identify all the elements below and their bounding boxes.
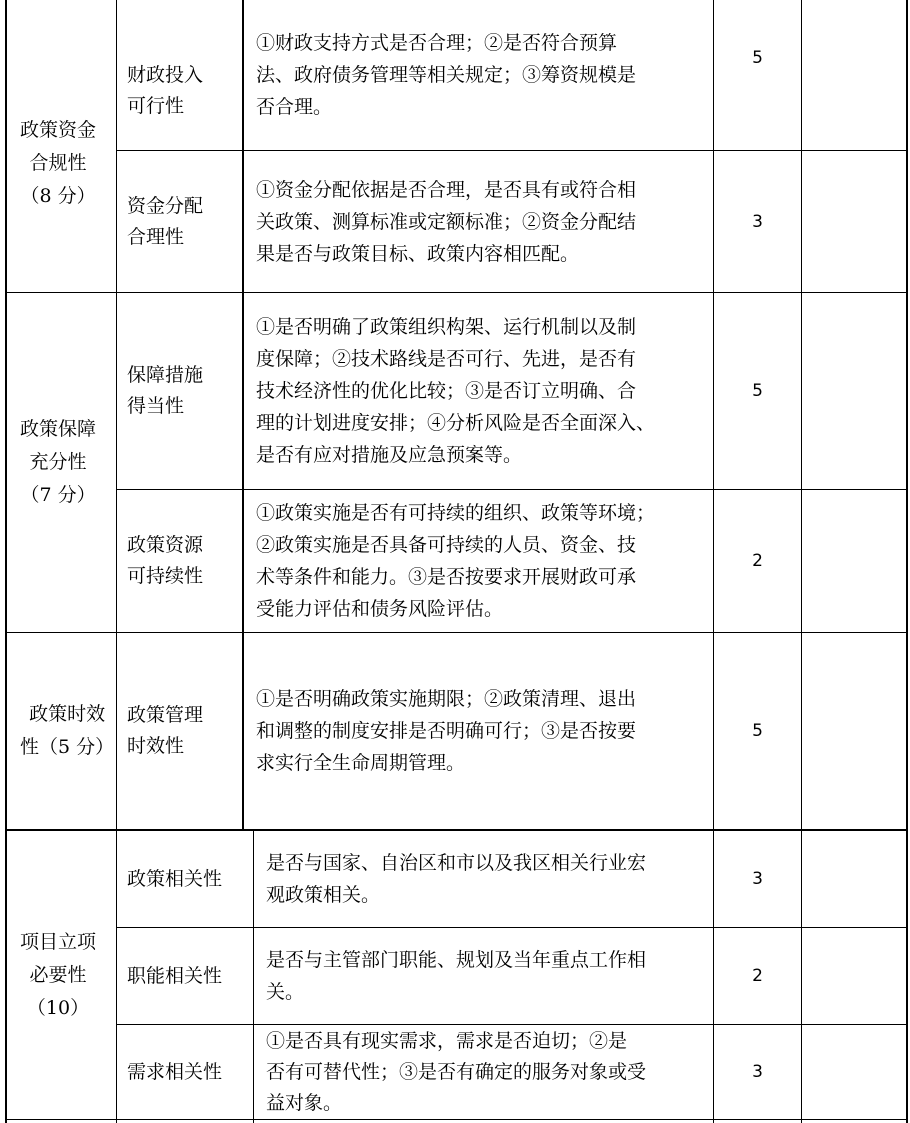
criteria-text: 是否与国家、自治区和市以及我区相关行业宏 观政策相关。 bbox=[266, 852, 647, 906]
sub-criterion-cell bbox=[117, 633, 242, 829]
sub-criterion-name: 政策相关性 bbox=[127, 867, 223, 890]
table-border-right bbox=[906, 0, 908, 1123]
category-line: （7 分） bbox=[20, 484, 96, 506]
score-cell bbox=[714, 151, 801, 292]
score-value: 5 bbox=[752, 721, 763, 741]
score-value: 2 bbox=[752, 551, 763, 571]
category-cell bbox=[6, 0, 116, 292]
category-line: 政策资金 bbox=[20, 118, 97, 141]
criteria-text: ①是否具有现实需求，需求是否迫切；②是 否有可替代性；③是否有确定的服务对象或受 益对象。 bbox=[266, 1029, 647, 1114]
criteria-cell bbox=[244, 293, 713, 489]
table-border-bottom bbox=[5, 1119, 908, 1120]
criteria-cell bbox=[244, 0, 713, 150]
sub-criterion-cell bbox=[117, 1025, 253, 1119]
score-cell bbox=[714, 1025, 801, 1119]
criteria-text: ①财政支持方式是否合理；②是否符合预算 法、政府债务管理等相关规定；③筹资规模是 否合理。 bbox=[256, 32, 637, 118]
criteria-text: ①是否明确政策实施期限；②政策清理、退出 和调整的制度安排是否明确可行；③是否按要 求实行全生命周期管理。 bbox=[256, 688, 637, 774]
col-divider-score-right bbox=[801, 0, 802, 1123]
criteria-text: 是否与主管部门职能、规划及当年重点工作相 关。 bbox=[266, 949, 647, 1003]
score-value: 3 bbox=[752, 869, 763, 889]
category-cell bbox=[6, 831, 116, 1119]
score-cell bbox=[714, 831, 801, 927]
criteria-cell bbox=[254, 1025, 713, 1119]
criteria-cell bbox=[244, 151, 713, 292]
sub-criterion-cell bbox=[117, 831, 253, 927]
category-line: （10） bbox=[26, 996, 90, 1019]
score-cell bbox=[714, 928, 801, 1024]
criteria-cell bbox=[254, 928, 713, 1024]
score-cell bbox=[714, 490, 801, 632]
category-line: 政策时效 bbox=[29, 703, 106, 725]
sub-criterion-name: 职能相关性 bbox=[127, 964, 223, 987]
score-value: 5 bbox=[752, 48, 763, 68]
criteria-cell bbox=[254, 831, 713, 927]
criteria-text: ①政策实施是否有可持续的组织、政策等环境； ②政策实施是否具备可持续的人员、资金、技 术等条件和能力。③是否按要求开展财政可承 受能力评估和债务风险评估。 bbox=[256, 502, 656, 620]
sub-criterion-cell bbox=[117, 928, 253, 1024]
sub-criterion-name: 需求相关性 bbox=[127, 1060, 223, 1083]
category-line: 必要性 bbox=[29, 963, 87, 986]
sub-criterion-name: 政策资源 可持续性 bbox=[127, 534, 204, 587]
criteria-cell bbox=[244, 633, 713, 829]
score-value: 3 bbox=[752, 1062, 763, 1082]
sub-criterion-name: 资金分配 合理性 bbox=[127, 194, 204, 248]
score-cell bbox=[714, 633, 801, 829]
sub-criterion-cell bbox=[117, 293, 242, 489]
score-cell bbox=[714, 293, 801, 489]
category-line: （8 分） bbox=[20, 184, 96, 207]
category-line: 充分性 bbox=[29, 451, 87, 473]
score-value: 3 bbox=[752, 211, 763, 232]
sub-criterion-cell bbox=[117, 490, 242, 632]
sub-criterion-cell bbox=[117, 0, 242, 150]
sub-criterion-name: 财政投入 可行性 bbox=[127, 64, 204, 117]
criteria-cell bbox=[244, 490, 713, 632]
category-cell bbox=[6, 633, 116, 829]
sub-criterion-name: 政策管理 时效性 bbox=[127, 704, 204, 757]
criteria-text: ①资金分配依据是否合理，是否具有或符合相 关政策、测算标准或定额标准；②资金分配结 果是否与政策目标、政策内容相匹配。 bbox=[256, 178, 637, 265]
category-cell bbox=[6, 293, 116, 632]
category-line: 政策保障 bbox=[20, 418, 97, 440]
category-line: 合规性 bbox=[29, 151, 87, 174]
score-value: 5 bbox=[752, 381, 763, 401]
sub-criterion-name: 保障措施 得当性 bbox=[127, 364, 204, 417]
score-value: 2 bbox=[752, 966, 763, 986]
criteria-text: ①是否明确了政策组织构架、运行机制以及制 度保障；②技术路线是否可行、先进，是否有 技术经济性的优化比较；③是否订立明确、合 理的计划进度安排；④分析风险是否全面深入、 是否有应对措施及应急预案等。 bbox=[256, 316, 656, 466]
category-line: 性（5 分） bbox=[20, 736, 115, 758]
category-line: 项目立项 bbox=[20, 930, 97, 953]
score-cell bbox=[714, 0, 801, 116]
sub-criterion-cell bbox=[117, 151, 242, 292]
